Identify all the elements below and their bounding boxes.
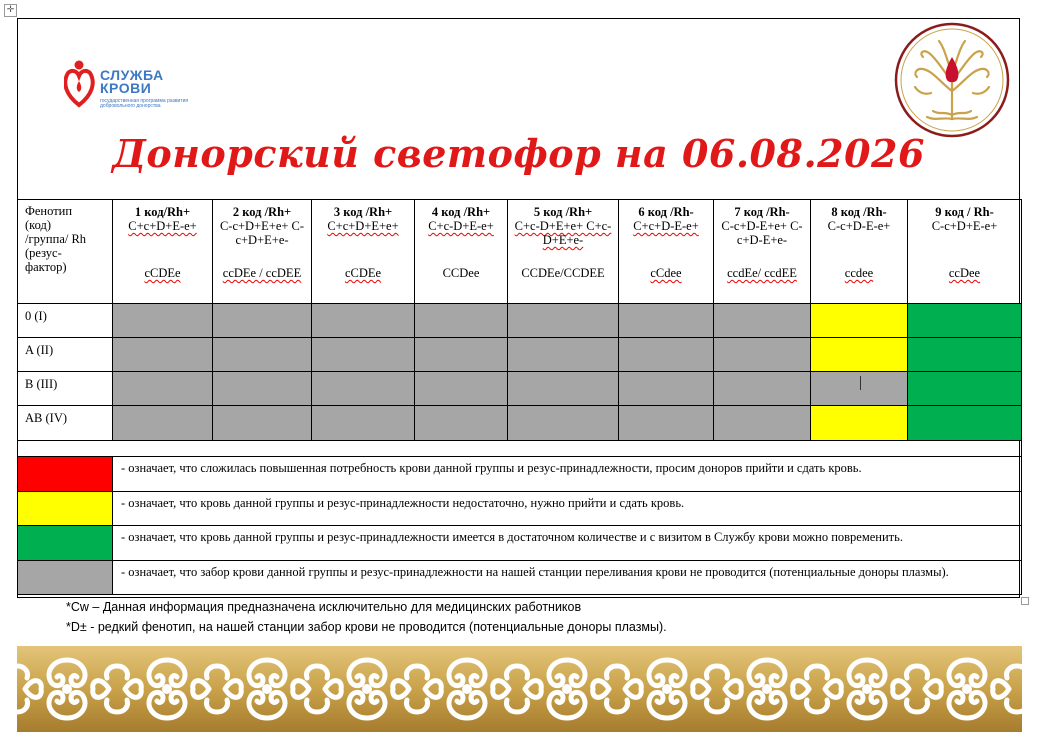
column-header-2: 2 код /Rh+ C-c+D+E+e+ C-c+D+E+e- ccDEe / ccDEE xyxy=(213,200,312,304)
table-row xyxy=(18,338,1022,372)
status-cell xyxy=(113,304,213,338)
status-cell xyxy=(908,406,1022,441)
status-cell xyxy=(415,406,508,441)
legend-swatch-green xyxy=(18,526,113,561)
status-cell xyxy=(113,338,213,372)
status-cell xyxy=(213,406,312,441)
spacer-cell xyxy=(18,441,1022,457)
heart-drop-icon xyxy=(64,59,98,109)
status-cell xyxy=(113,372,213,406)
column-header-6: 6 код /Rh- C+c+D-E-e+ cCdee xyxy=(619,200,714,304)
status-cell xyxy=(619,406,714,441)
status-cell xyxy=(312,304,415,338)
group-cell: A (II) xyxy=(18,338,113,372)
tree-of-life-emblem xyxy=(893,21,1011,139)
phenotype-header-cell: Фенотип (код) /группа/ Rh (резус- фактор) xyxy=(18,200,113,304)
status-cell xyxy=(619,304,714,338)
status-cell xyxy=(213,372,312,406)
status-cell xyxy=(714,304,811,338)
status-cell xyxy=(415,338,508,372)
column-header-4: 4 код /Rh+ C+c-D+E-e+ CCDee xyxy=(415,200,508,304)
column-header-1: 1 код/Rh+ C+c+D+E-e+ cCDEe xyxy=(113,200,213,304)
table-header-row xyxy=(18,200,1022,304)
legend-swatch-yellow xyxy=(18,492,113,526)
ornament-border xyxy=(17,646,1022,732)
header xyxy=(18,19,1019,199)
status-cell xyxy=(619,338,714,372)
legend-swatch-gray xyxy=(18,561,113,595)
legend-swatch-red xyxy=(18,457,113,492)
status-cell xyxy=(508,406,619,441)
status-cell xyxy=(312,338,415,372)
table-move-handle[interactable]: ✛ xyxy=(4,4,17,17)
status-cell xyxy=(415,372,508,406)
legend-row-green xyxy=(18,526,1022,561)
status-cell xyxy=(811,406,908,441)
status-cell xyxy=(908,372,1022,406)
column-header-9: 9 код / Rh- C-c+D+E-e+ ccDee xyxy=(908,200,1022,304)
status-cell xyxy=(811,304,908,338)
status-cell xyxy=(714,372,811,406)
status-cell xyxy=(508,372,619,406)
status-cell xyxy=(714,406,811,441)
legend-text-gray: - означает, что забор крови данной группы и резус-принадлежности на нашей станции переливания крови не проводится (потенциальные доноры плазмы). xyxy=(113,561,1022,595)
status-cell xyxy=(619,372,714,406)
table-row xyxy=(18,304,1022,338)
footnote-cw: *Cw – Данная информация предназначена исключительно для медицинских работников xyxy=(66,600,582,614)
status-cell xyxy=(213,338,312,372)
legend-row-yellow xyxy=(18,492,1022,526)
legend-row-red xyxy=(18,457,1022,492)
legend-text-red: - означает, что сложилась повышенная потребность крови данной группы и резус-принадлежности, просим доноров прийти и сдать кровь. xyxy=(113,457,1022,492)
status-cell[interactable] xyxy=(811,372,908,406)
status-cell xyxy=(415,304,508,338)
footnote-d: *D± - редкий фенотип, на нашей станции забор крови не проводится (потенциальные доноры плазмы). xyxy=(66,620,667,634)
text-cursor xyxy=(860,376,861,390)
donor-traffic-light-table xyxy=(17,199,1022,595)
status-cell xyxy=(508,304,619,338)
group-cell: 0 (I) xyxy=(18,304,113,338)
group-cell: B (III) xyxy=(18,372,113,406)
status-cell xyxy=(312,406,415,441)
logo-title: СЛУЖБА КРОВИ xyxy=(100,67,164,96)
table-row xyxy=(18,406,1022,441)
status-cell xyxy=(714,338,811,372)
blood-service-logo xyxy=(64,57,194,117)
page-title: Донорский светофор на 06.08.2026 xyxy=(112,131,925,176)
column-header-8: 8 код /Rh- C-c+D-E-e+ ccdee xyxy=(811,200,908,304)
column-header-3: 3 код /Rh+ C+c+D+E+e+ cCDEe xyxy=(312,200,415,304)
spacer-row xyxy=(18,441,1022,457)
logo-subtitle: государственная программа развития добровольного донорства xyxy=(100,98,189,109)
status-cell xyxy=(811,338,908,372)
status-cell xyxy=(908,338,1022,372)
table-row xyxy=(18,372,1022,406)
column-header-7: 7 код /Rh- C-c+D-E+e+ C-c+D-E+e- ccdEe/ ccdEE xyxy=(714,200,811,304)
table-resize-handle[interactable] xyxy=(1021,597,1029,605)
legend-text-yellow: - означает, что кровь данной группы и резус-принадлежности недостаточно, нужно прийти и сдать кровь. xyxy=(113,492,1022,526)
legend-text-green: - означает, что кровь данной группы и резус-принадлежности имеется в достаточном количестве и с визитом в Службу крови можно повременить. xyxy=(113,526,1022,561)
legend-row-gray xyxy=(18,561,1022,595)
status-cell xyxy=(113,406,213,441)
column-header-5: 5 код /Rh+ C+c-D+E+e+ C+c-D+E+e- CCDEe/CCDEE xyxy=(508,200,619,304)
status-cell xyxy=(508,338,619,372)
status-cell xyxy=(908,304,1022,338)
status-cell xyxy=(312,372,415,406)
status-cell xyxy=(213,304,312,338)
group-cell: AB (IV) xyxy=(18,406,113,441)
